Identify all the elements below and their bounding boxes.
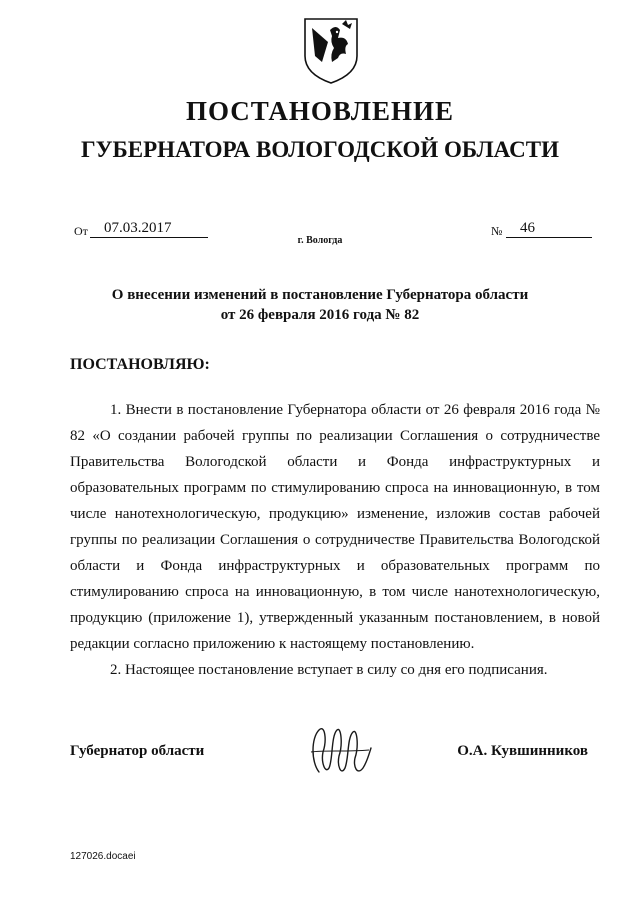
paragraph-1: 1. Внести в постановление Губернатора области от 26 февраля 2016 года № 82 «О создании рабочей группы по реализации Соглашения о сотрудничестве Правительства Вологодской области и Фонда инфраструктурных и образовательных программ по стимулированию спроса на инновационную, в том числе нанотехнологическую, продукцию» изменение, изложив состав рабочей группы по реализации Соглашения о сотрудничестве Правительства Вологодской области и Фонда инфраструктурных и образовательных программ по стимулированию спроса на инновационную, в том числе нанотехнологическую, продукцию (приложение 1), утвержденный указанным постановлением, в новой редакции согласно приложению к настоящему постановлению.	[70, 402, 600, 652]
paragraph-2: 2. Настоящее постановление вступает в силу со дня его подписания.	[110, 662, 548, 678]
document-body	[70, 397, 600, 683]
issuer-title: ГУБЕРНАТОРА ВОЛОГОДСКОЙ ОБЛАСТИ	[81, 137, 559, 162]
signatory-role: Губернатор области	[70, 743, 205, 759]
date-value: 07.03.2017	[90, 220, 208, 238]
file-reference: 127026.docaei	[70, 851, 136, 862]
number-value: 46	[506, 220, 592, 238]
number-label: №	[491, 224, 503, 238]
city-label: г. Вологда	[297, 235, 343, 246]
subject-line-1: О внесении изменений в постановление Губернатора области	[111, 287, 529, 303]
decree-heading: ПОСТАНОВЛЯЮ:	[70, 356, 210, 373]
document-type-title: ПОСТАНОВЛЕНИЕ	[185, 96, 455, 126]
date-label: От	[74, 224, 88, 238]
handwritten-signature-icon	[305, 722, 375, 782]
signatory-name: О.А. Кувшинников	[457, 743, 588, 759]
document-subject	[0, 285, 640, 325]
coat-of-arms-icon	[302, 16, 360, 86]
subject-line-2: от 26 февраля 2016 года № 82	[220, 307, 420, 323]
